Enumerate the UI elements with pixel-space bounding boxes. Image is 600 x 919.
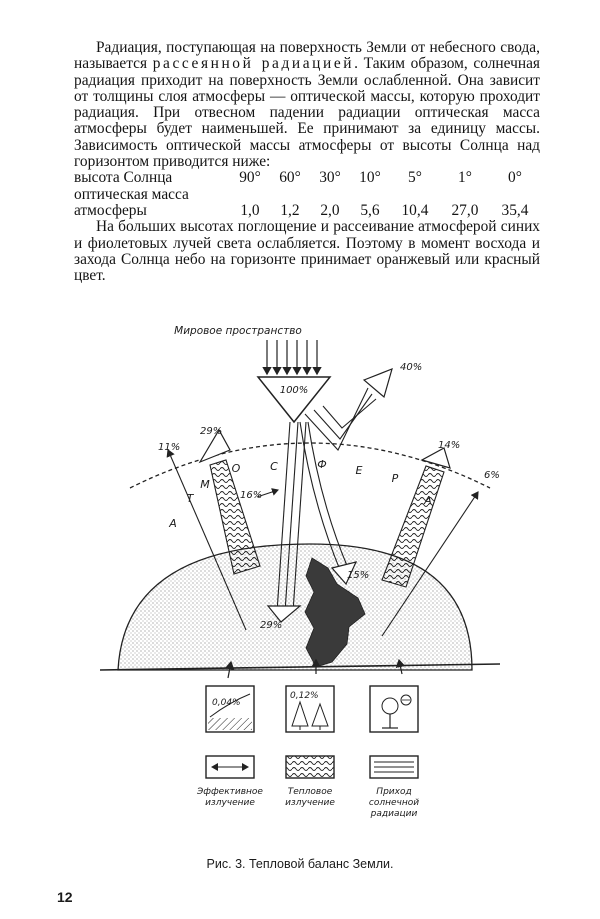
inset-percent: 0,04% (212, 698, 241, 708)
height-value: 60° (279, 169, 301, 187)
legend-effective (196, 756, 263, 808)
row-label: высота Солнца (74, 169, 173, 187)
percent-label: 15% (347, 570, 370, 581)
atmosphere-letters (168, 458, 432, 530)
mass-value: 1,0 (240, 201, 260, 219)
height-value: 10° (359, 169, 381, 187)
height-value: 0° (508, 169, 522, 187)
atmosphere-letter: Т (186, 492, 194, 505)
table-row (74, 203, 540, 219)
height-value: 30° (319, 169, 341, 187)
heat-balance-figure (100, 322, 540, 848)
legend-label: излучение (285, 798, 335, 808)
atmosphere-letter: Р (391, 472, 399, 485)
percent-label: 40% (400, 362, 423, 373)
mass-value: 27,0 (451, 201, 479, 219)
legend-label: Эффективное (197, 787, 263, 797)
paragraph-text: . Таким образом, солнечная радиация приходит на поверхность Земли ослабленной. Она зависит от толщины слоя атмосферы — оптической массы, которую проходит радиация. При отвесном падении радиации оптическая масса атмосферы будет наименьшей. Ее принимают за единицу массы. Зависимость оптической массы атмосферы от высоты Солнца над горизонтом приводится ниже: (74, 55, 540, 171)
percent-label: 6% (484, 470, 500, 481)
paragraph-text: Радиация, поступающая на поверхность Земли от небесного свода, называется (74, 39, 540, 73)
row-label: оптическая масса (74, 185, 189, 203)
percent-label: 29% (200, 426, 223, 437)
paragraph-sky-color: На больших высотах поглощение и рассеивание атмосферой синих и фиолетовых лучей света ослабляется. Поэтому в момент восхода и захода Солнца небо на горизонте принимает оранжевый или красный цвет. (74, 218, 540, 285)
atmosphere-letter: С (270, 460, 278, 473)
sun-percent: 100% (279, 385, 309, 396)
percent-label: 29% (260, 620, 283, 631)
percent-label: 16% (240, 490, 263, 501)
atmosphere-letter: М (200, 478, 210, 491)
percent-label: 11% (158, 442, 181, 453)
legend-label: солнечной (368, 798, 420, 808)
mass-value: 1,2 (280, 201, 300, 219)
spaced-term: рассеянной радиацией (152, 55, 355, 73)
body-text (74, 40, 540, 284)
percent-label: 14% (438, 440, 461, 451)
table-row (74, 187, 540, 203)
inset-box-soil (206, 686, 254, 732)
atmosphere-letter: А (169, 517, 177, 530)
inset-box-forest (286, 686, 334, 732)
inset-box-tower (370, 686, 418, 732)
atmosphere-letter: Е (355, 464, 363, 477)
figure-caption: Рис. 3. Тепловой баланс Земли. (206, 857, 394, 871)
mass-value: 2,0 (320, 201, 340, 219)
optical-mass-table (74, 170, 540, 219)
height-value: 90° (239, 169, 261, 187)
legend-label: радиации (370, 809, 418, 819)
height-value: 5° (408, 169, 422, 187)
inset-percent: 0,12% (290, 691, 319, 701)
height-value: 1° (458, 169, 472, 187)
incoming-radiation-arrows (267, 340, 317, 374)
legend-label: Тепловое (287, 787, 333, 797)
legend-label: Приход (376, 787, 412, 797)
mass-value: 10,4 (401, 201, 429, 219)
mass-value: 5,6 (360, 201, 380, 219)
paragraph-radiation (74, 40, 540, 170)
row-label: атмосферы (74, 201, 147, 219)
mass-value: 35,4 (501, 201, 529, 219)
heat-balance-diagram (100, 322, 540, 848)
atmosphere-letter: Ф (317, 458, 327, 471)
legend-solar-input (369, 756, 419, 819)
page-number: 12 (57, 889, 73, 905)
legend-label: излучение (205, 798, 255, 808)
legend-heat (285, 756, 335, 808)
atmosphere-letter: О (231, 462, 241, 475)
table-row (74, 170, 540, 186)
space-label: Мировое пространство (174, 325, 302, 337)
